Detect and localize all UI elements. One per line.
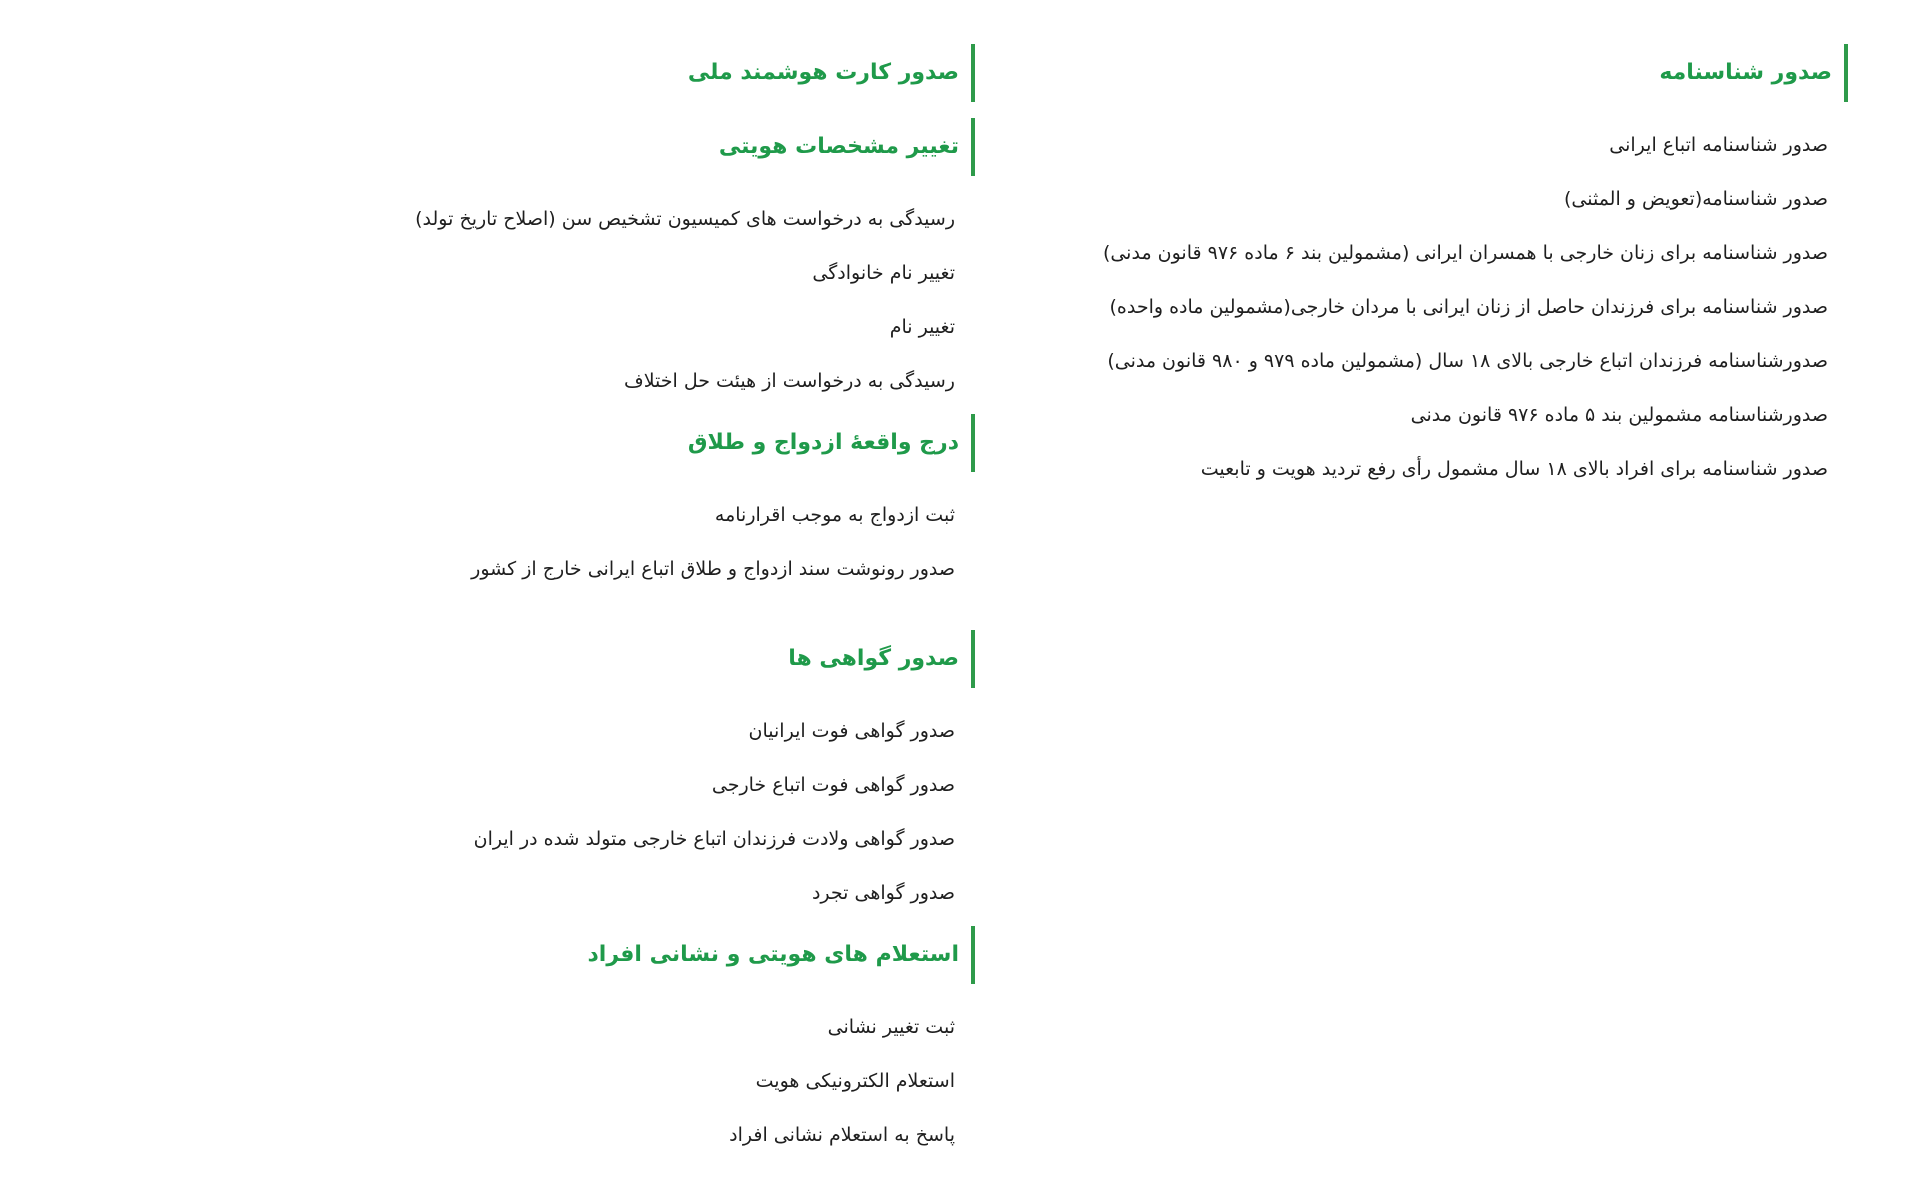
list-item[interactable]: صدورشناسنامه فرزندان اتباع خارجی بالای ۱۸ سال (مشمولین ماده ۹۷۹ و ۹۸۰ قانون مدنی)	[1107, 350, 1828, 372]
section-title-smart-card[interactable]: صدور کارت هوشمند ملی	[215, 44, 975, 102]
list-item[interactable]: صدور شناسنامه برای افراد بالای ۱۸ سال مشمول رأی رفع تردید هویت و تابعیت	[1200, 458, 1828, 480]
section-title-marriage-divorce[interactable]: درج واقعهٔ ازدواج و طلاق	[215, 414, 975, 472]
list-item[interactable]: استعلام الکترونیکی هویت	[755, 1070, 955, 1092]
section-title-birth-certificate[interactable]: صدور شناسنامه	[968, 44, 1848, 102]
marriage-divorce-list	[215, 488, 975, 596]
section-title-certificates[interactable]: صدور گواهی ها	[215, 630, 975, 688]
list-item[interactable]: پاسخ به استعلام نشانی افراد	[729, 1124, 955, 1146]
list-item[interactable]: صدور گواهی ولادت فرزندان اتباع خارجی متولد شده در ایران	[473, 828, 955, 850]
list-item[interactable]: رسیدگی به درخواست از هیئت حل اختلاف	[624, 370, 955, 392]
left-column	[215, 44, 975, 1168]
list-item[interactable]: ثبت ازدواج به موجب اقرارنامه	[714, 504, 955, 526]
list-item[interactable]: صدور گواهی فوت ایرانیان	[748, 720, 955, 742]
list-item[interactable]: صدور شناسنامه(تعویض و المثنی)	[1563, 188, 1828, 210]
list-item[interactable]: رسیدگی به درخواست های کمیسیون تشخیص سن (اصلاح تاریخ تولد)	[415, 208, 955, 230]
identity-change-list	[215, 192, 975, 408]
list-item[interactable]: صدور گواهی فوت اتباع خارجی	[711, 774, 955, 796]
identity-inquiries-list	[215, 1000, 975, 1162]
section-title-identity-change[interactable]: تغییر مشخصات هویتی	[215, 118, 975, 176]
list-item[interactable]: صدور شناسنامه اتباع ایرانی	[1609, 134, 1828, 156]
list-item[interactable]: ثبت تغییر نشانی	[827, 1016, 955, 1038]
birth-certificate-list	[968, 118, 1848, 496]
certificates-list	[215, 704, 975, 920]
list-item[interactable]: صدور شناسنامه برای فرزندان حاصل از زنان ایرانی با مردان خارجی(مشمولین ماده واحده)	[1109, 296, 1828, 318]
list-item[interactable]: صدور گواهی تجرد	[811, 882, 955, 904]
section-title-identity-inquiries[interactable]: استعلام های هویتی و نشانی افراد	[215, 926, 975, 984]
list-item[interactable]: تغییر نام	[889, 316, 955, 338]
list-item[interactable]: صدورشناسنامه مشمولین بند ۵ ماده ۹۷۶ قانون مدنی	[1410, 404, 1828, 426]
list-item[interactable]: صدور شناسنامه برای زنان خارجی با همسران ایرانی (مشمولین بند ۶ ماده ۹۷۶ قانون مدنی)	[1102, 242, 1828, 264]
right-column	[968, 44, 1848, 502]
list-item[interactable]: صدور رونوشت سند ازدواج و طلاق اتباع ایرانی خارج از کشور	[471, 558, 955, 580]
list-item[interactable]: تغییر نام خانوادگی	[812, 262, 955, 284]
